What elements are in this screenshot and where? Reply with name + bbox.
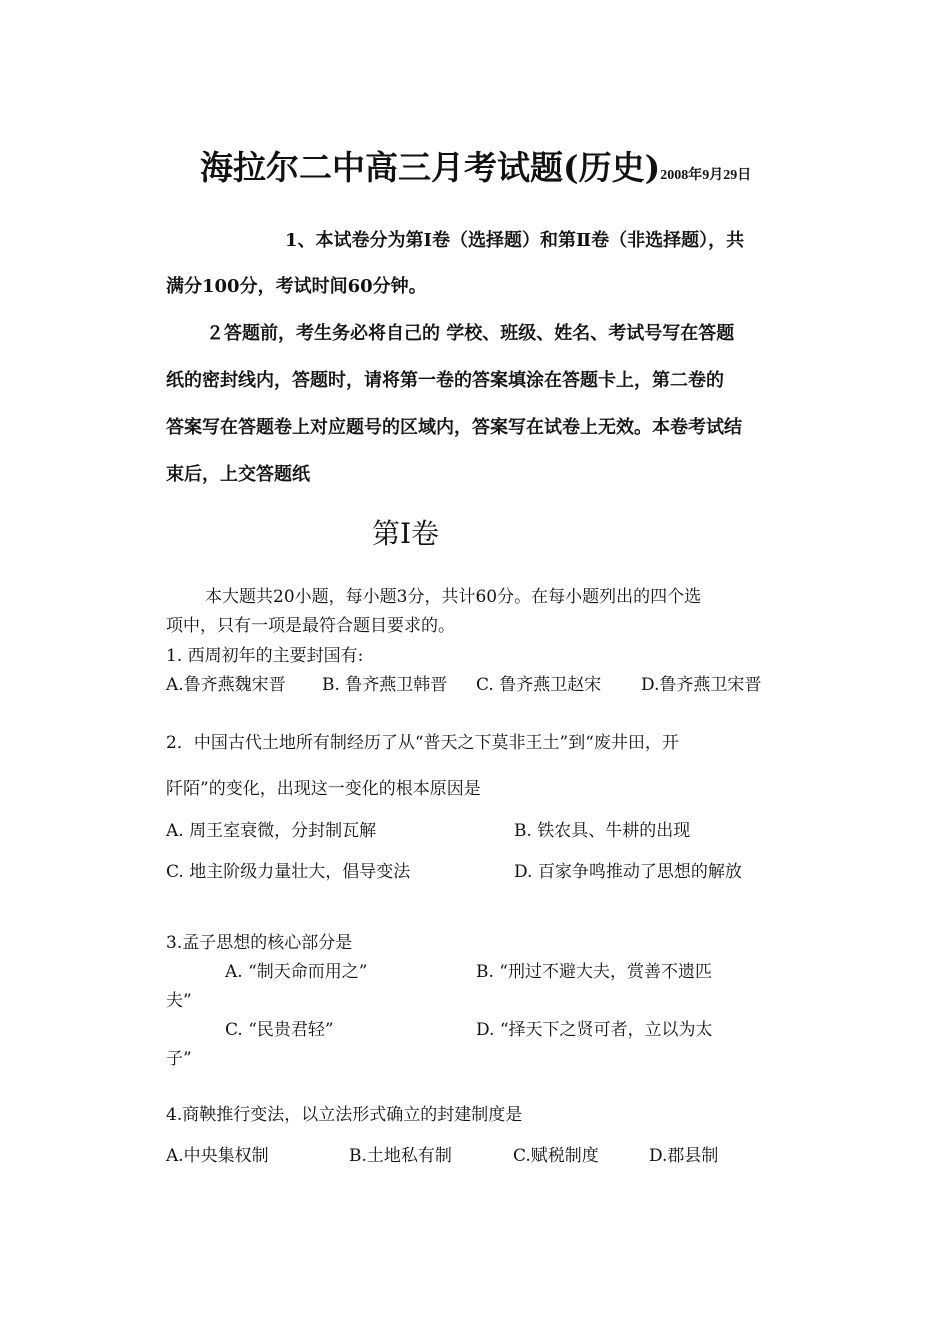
section-intro-line-1: 本大题共20小题，每小题3分，共计60分。在每小题列出的四个选 xyxy=(205,587,702,607)
q3-option-a: A. “制天命而用之” xyxy=(225,962,368,982)
q4-option-b: B.土地私有制 xyxy=(349,1146,452,1166)
q4-option-a: A.中央集权制 xyxy=(166,1146,269,1166)
q3-option-b: B. “刑过不避大夫，赏善不遗匹 xyxy=(476,962,712,982)
q2-option-d: D. 百家争鸣推动了思想的解放 xyxy=(514,862,742,882)
exam-date: 2008年9月29日 xyxy=(660,168,752,183)
q2-option-b: B. 铁农具、牛耕的出现 xyxy=(514,821,691,841)
page-title xyxy=(200,142,751,189)
section-intro-line-2: 项中，只有一项是最符合题目要求的。 xyxy=(166,616,455,636)
instruction-line-6: 束后，上交答题纸 xyxy=(166,464,310,485)
q1-option-a: A.鲁齐燕魏宋晋 xyxy=(166,675,286,695)
volume-title: 第Ⅰ卷 xyxy=(372,517,440,550)
instruction-line-4: 纸的密封线内，答题时，请将第一卷的答案填涂在答题卡上，第二卷的 xyxy=(166,370,724,391)
q1-stem: 1. 西周初年的主要封国有: xyxy=(166,646,364,666)
q1-option-b: B. 鲁齐燕卫韩晋 xyxy=(322,675,448,695)
instruction-line-5: 答案写在答题卷上对应题号的区域内，答案写在试卷上无效。本卷考试结 xyxy=(166,417,742,438)
instruction-line-3: ２答题前，考生务必将自己的 学校、班级、姓名、考试号写在答题 xyxy=(206,323,735,344)
q3-option-d: D. “择天下之贤可者，立以为太 xyxy=(476,1020,713,1040)
q1-option-c: C. 鲁齐燕卫赵宋 xyxy=(476,675,602,695)
q2-option-a: A. 周王室衰微，分封制瓦解 xyxy=(166,821,377,841)
exam-title: 海拉尔二中高三月考试题(历史) xyxy=(200,148,661,187)
q4-stem: 4.商鞅推行变法，以立法形式确立的封建制度是 xyxy=(166,1105,523,1125)
q2-option-c: C. 地主阶级力量壮大，倡导变法 xyxy=(166,862,411,882)
q3-option-b-continued: 夫” xyxy=(166,991,192,1011)
q4-option-d: D.郡县制 xyxy=(649,1146,719,1166)
q1-option-d: D.鲁齐燕卫宋晋 xyxy=(641,675,762,695)
q2-stem-line-2: 阡陌”的变化，出现这一变化的根本原因是 xyxy=(166,779,481,799)
q3-option-c: C. “民贵君轻” xyxy=(225,1020,334,1040)
q3-stem: 3.孟子思想的核心部分是 xyxy=(166,933,353,953)
instruction-line-1: 1、本试卷分为第Ⅰ卷（选择题）和第Ⅱ卷（非选择题），共 xyxy=(285,230,745,251)
q4-option-c: C.赋税制度 xyxy=(513,1146,599,1166)
q2-stem-line-1: 2．中国古代土地所有制经历了从“普天之下莫非王土”到“废井田，开 xyxy=(166,733,679,753)
instruction-line-2: 满分100分，考试时间60分钟。 xyxy=(166,276,427,297)
q3-option-d-continued: 子” xyxy=(166,1049,192,1069)
